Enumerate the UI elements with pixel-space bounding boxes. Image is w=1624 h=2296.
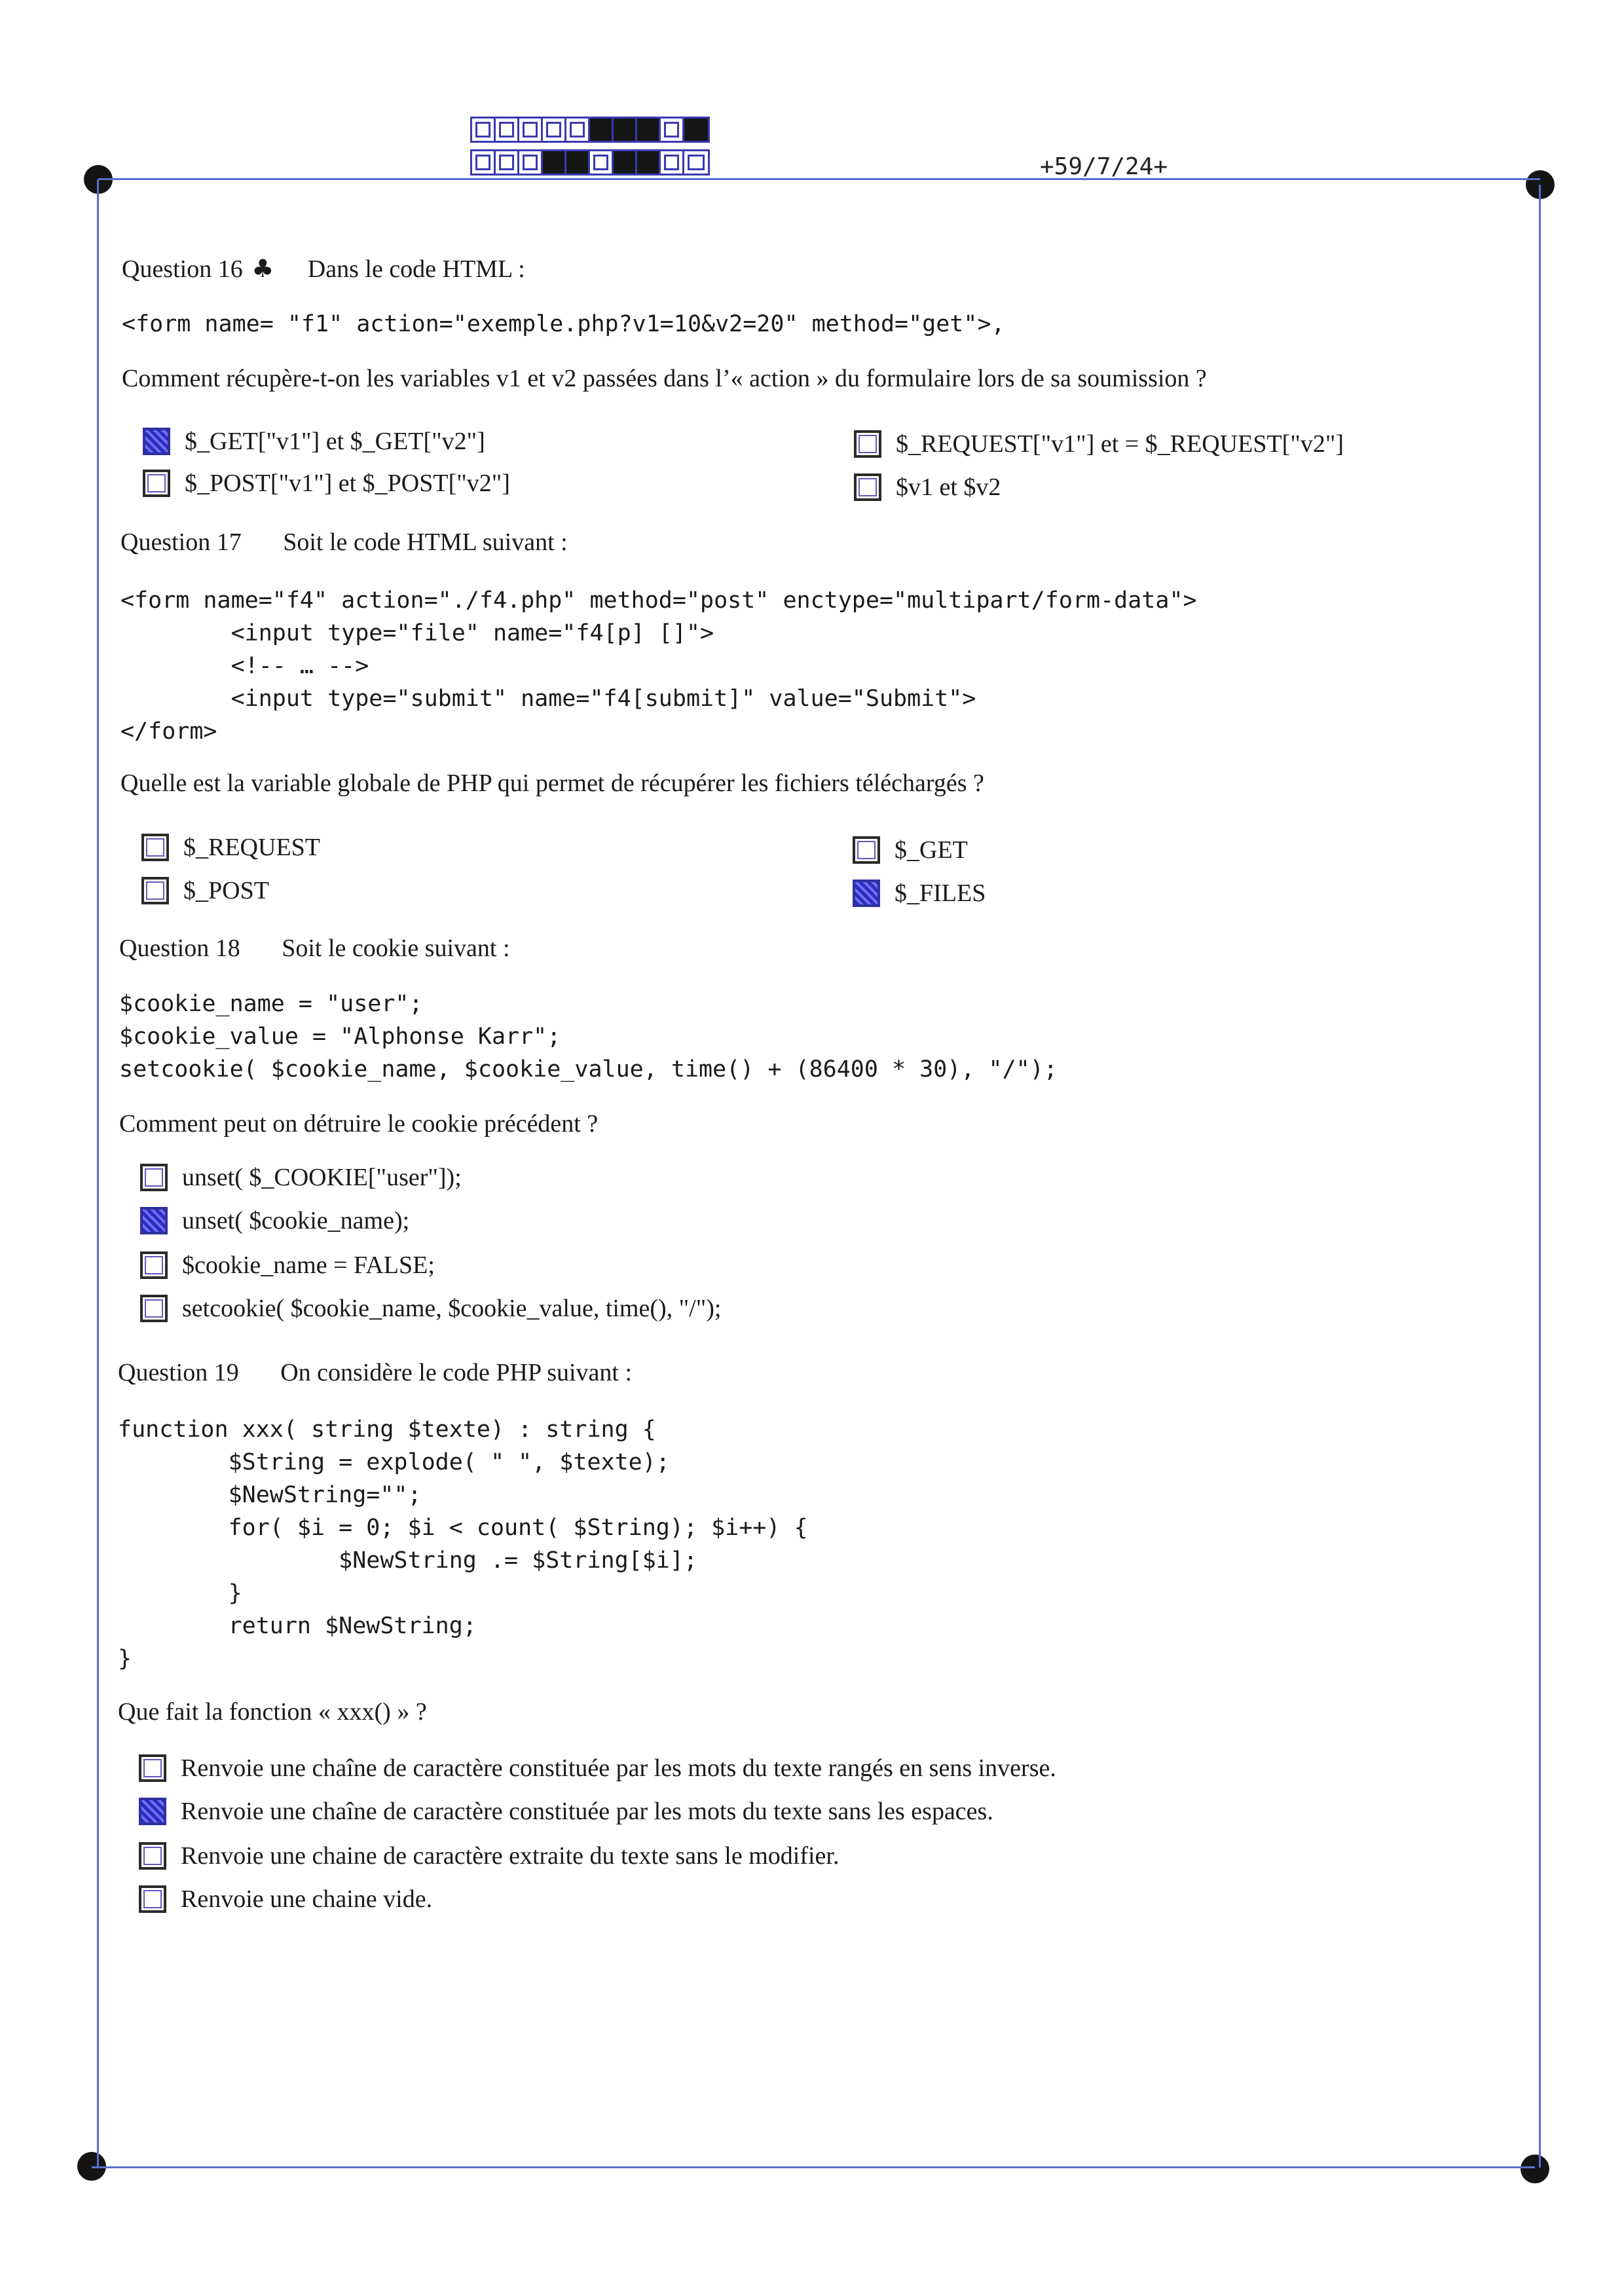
question-17-label: Question 17 <box>120 528 242 556</box>
checkbox[interactable] <box>140 1251 168 1279</box>
option-label: $_GET["v1"] et $_GET["v2"] <box>185 428 485 455</box>
checkbox[interactable] <box>853 836 880 864</box>
question-17-title <box>120 528 568 557</box>
barcode-cell <box>566 119 590 141</box>
barcode-cell <box>661 119 684 141</box>
question-18-code: $cookie_name = "user"; $cookie_value = "Alphonse Karr"; setcookie( $cookie_name, $cookie_value, time() + (86400 * 30), "/"); <box>119 991 1058 1083</box>
barcode-cell <box>496 151 519 174</box>
frame-right <box>1539 185 1541 2168</box>
option-label: $cookie_name = FALSE; <box>182 1251 435 1279</box>
barcode-cell <box>614 151 637 174</box>
question-16-prompt: Comment récupère-t-on les variables v1 et v2 passées dans l’« action » du formulaire lors de sa soumission ? <box>122 365 1207 392</box>
checkbox[interactable] <box>140 1295 168 1322</box>
barcode-cell <box>637 119 661 141</box>
option-label: unset( $cookie_name); <box>182 1207 410 1234</box>
question-18-option-3[interactable] <box>140 1251 435 1280</box>
question-18-intro: Soit le cookie suivant : <box>282 935 510 962</box>
question-16-option-2[interactable] <box>143 469 510 498</box>
barcode-cell <box>472 151 496 174</box>
option-label: unset( $_COOKIE["user"]); <box>182 1164 462 1191</box>
question-18-title <box>119 934 510 963</box>
question-19-prompt: Que fait la fonction « xxx() » ? <box>118 1698 427 1726</box>
barcode-cell <box>684 151 708 174</box>
frame-top <box>98 178 1540 180</box>
option-label: $_POST["v1"] et $_POST["v2"] <box>185 470 510 497</box>
barcode-cell <box>614 119 637 141</box>
question-17-option-2[interactable] <box>141 876 269 905</box>
question-16-label: Question 16 <box>122 255 243 283</box>
barcode-cell <box>543 119 566 141</box>
question-16-option-3[interactable] <box>854 430 1344 458</box>
question-18-option-1[interactable] <box>140 1163 462 1192</box>
checkbox[interactable] <box>140 1164 168 1191</box>
question-19-option-1[interactable] <box>139 1754 1056 1783</box>
option-label: $_GET <box>895 836 968 864</box>
club-icon: ♣ <box>251 254 274 283</box>
option-label: $v1 et $v2 <box>896 473 1001 501</box>
barcode-cell <box>519 119 543 141</box>
barcode-cell <box>543 151 566 174</box>
barcode-cell <box>566 151 590 174</box>
question-19-code: function xxx( string $texte) : string { $String = explode( " ", $texte); $NewString=""; for( $i = 0; $i < count( $String); $i++) { $NewString .= $String[$i]; } return $NewString; } <box>118 1416 808 1672</box>
checkbox[interactable] <box>854 473 881 501</box>
barcode-cell <box>590 151 614 174</box>
option-label: Renvoie une chaine de caractère extraite du texte sans le modifier. <box>181 1842 840 1870</box>
option-label: $_REQUEST["v1"] et = $_REQUEST["v2"] <box>896 430 1344 458</box>
barcode-cell <box>496 119 519 141</box>
barcode-cell <box>661 151 684 174</box>
question-17-code: <form name="f4" action="./f4.php" method="post" enctype="multipart/form-data"> <input type="file" name="f4[p] []"> <!-- … --> <input type="submit" name="f4[submit]" value="Submit"> </form> <box>120 587 1197 745</box>
question-17-prompt: Quelle est la variable globale de PHP qui permet de récupérer les fichiers téléchargés ? <box>120 769 984 797</box>
sheet-barcode-row-1 <box>470 117 710 143</box>
sheet-identifier: +59/7/24+ <box>1040 153 1168 180</box>
barcode-cell <box>472 119 496 141</box>
option-label: setcookie( $cookie_name, $cookie_value, time(), "/"); <box>182 1295 722 1322</box>
question-16-title <box>122 254 525 284</box>
question-17-option-1[interactable] <box>141 833 320 862</box>
option-label: $_POST <box>183 877 269 904</box>
question-19-intro: On considère le code PHP suivant : <box>280 1359 633 1386</box>
option-label: Renvoie une chaîne de caractère constituée par les mots du texte sans les espaces. <box>181 1798 993 1825</box>
question-19-option-3[interactable] <box>139 1842 839 1870</box>
question-17-intro: Soit le code HTML suivant : <box>283 528 568 556</box>
barcode-cell <box>590 119 614 141</box>
checkbox[interactable] <box>143 428 170 455</box>
option-label: Renvoie une chaîne de caractère constituée par les mots du texte rangés en sens inverse. <box>181 1754 1056 1782</box>
registration-mark-bottom-right <box>1521 2155 1549 2183</box>
checkbox[interactable] <box>853 880 880 907</box>
option-label: Renvoie une chaine vide. <box>181 1885 433 1913</box>
checkbox[interactable] <box>139 1842 166 1870</box>
question-17-option-3[interactable] <box>853 836 968 864</box>
question-16-code: <form name= "f1" action="exemple.php?v1=10&v2=20" method="get">, <box>122 311 1005 337</box>
question-19-label: Question 19 <box>118 1359 239 1386</box>
checkbox[interactable] <box>139 1798 166 1825</box>
question-19-option-2[interactable] <box>139 1797 993 1826</box>
frame-bottom <box>92 2166 1535 2168</box>
question-18-option-4[interactable] <box>140 1294 721 1323</box>
barcode-cell <box>637 151 661 174</box>
checkbox[interactable] <box>143 470 170 497</box>
checkbox[interactable] <box>141 834 169 861</box>
checkbox[interactable] <box>139 1885 166 1913</box>
frame-left <box>97 179 99 2166</box>
option-label: $_FILES <box>895 880 986 907</box>
option-label: $_REQUEST <box>183 834 320 861</box>
question-19-option-4[interactable] <box>139 1885 432 1914</box>
checkbox[interactable] <box>854 430 881 458</box>
question-16-option-1[interactable] <box>143 427 485 456</box>
barcode-cell <box>519 151 543 174</box>
question-17-option-4[interactable] <box>853 879 986 908</box>
checkbox[interactable] <box>139 1754 166 1782</box>
barcode-cell <box>684 119 708 141</box>
question-18-option-2[interactable] <box>140 1206 409 1235</box>
question-16-intro: Dans le code HTML : <box>307 255 525 283</box>
question-18-prompt: Comment peut on détruire le cookie précédent ? <box>119 1110 599 1138</box>
question-18-label: Question 18 <box>119 935 240 962</box>
question-16-option-4[interactable] <box>854 473 1001 502</box>
question-19-title <box>118 1358 632 1387</box>
checkbox[interactable] <box>140 1207 168 1234</box>
checkbox[interactable] <box>141 877 169 904</box>
sheet-barcode-row-2 <box>470 149 710 176</box>
